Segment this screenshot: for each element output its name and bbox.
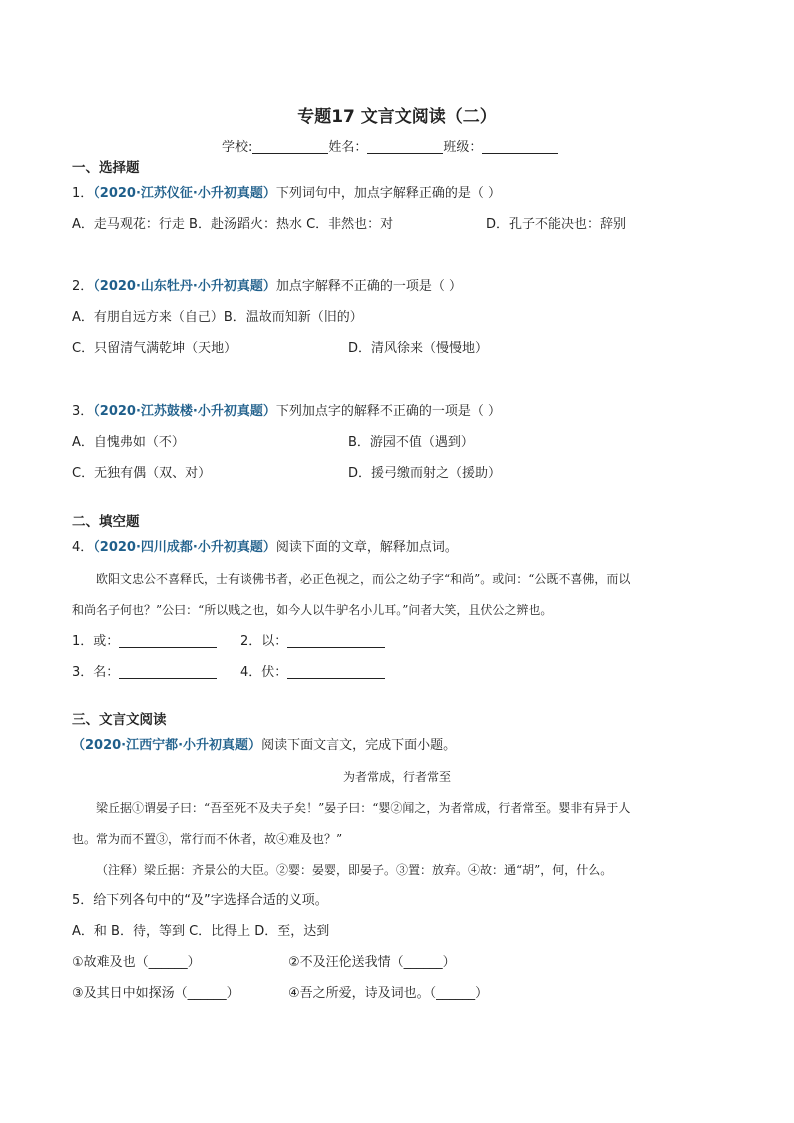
question-stem: 下列词句中，加点字解释正确的是（ ） [275,186,501,201]
sub-item: ③及其日中如探汤（______） [72,986,240,1001]
blank-item: 4．伏： [240,664,385,682]
name-field[interactable] [367,139,443,154]
passage-line: 梁丘据①谓晏子曰：“吾至死不及夫子矣！”晏子曰：“婴②闻之，为者常成，行者常至。婴非有异于人 [96,801,631,815]
section-heading: 三、文言文阅读 [72,712,167,728]
question-stem: 阅读下面文言文，完成下面小题。 [261,738,457,753]
blank-item: 1．或： [72,633,217,651]
option-c: C．无独有偶（双、对） [72,466,212,481]
sub-item: ④吾之所爱，诗及词也。（______） [288,986,489,1001]
question-number: 1． [72,186,94,201]
option-ab: A．有朋自远方来（自己）B．温故而知新（旧的） [72,310,363,325]
answer-field[interactable] [119,633,217,648]
option-d: D．清风徐来（慢慢地） [348,341,489,356]
passage-title: 为者常成，行者常至 [342,770,451,784]
passage-line: 也。常为而不置③，常行而不休者，故④难及也？” [72,832,343,846]
passage-note: （注释）梁丘据：齐景公的大臣。②婴：晏婴，即晏子。③置：放弃。④故：通“胡”，何，什么。 [96,863,613,877]
option-d: D．援弓缴而射之（援助） [348,466,502,481]
option-b: B．游园不值（遇到） [348,435,474,450]
question-source: （2020·江西宁都·小升初真题） [72,738,262,753]
passage-line: 和尚名子何也？”公曰：“所以贱之也，如今人以牛驴名小儿耳。”问者大笑，且伏公之辨也。 [72,603,553,617]
answer-field[interactable] [119,664,217,679]
answer-field[interactable] [287,633,385,648]
question-number: 4． [72,540,94,555]
question-4 [72,539,458,557]
section-heading: 二、填空题 [72,514,140,530]
option-a: A．自愧弗如（不） [72,435,185,450]
question-1 [72,185,501,203]
question-number: 3． [72,404,94,419]
option-c: C．只留清气满乾坤（天地） [72,341,238,356]
section-heading: 一、选择题 [72,160,140,176]
sub-item: ②不及汪伦送我情（______） [288,955,456,970]
class-field[interactable] [482,139,558,154]
option-d: D．孔子不能决也：辞别 [486,217,627,232]
blank-item: 3．名： [72,664,217,682]
info-line [222,139,558,157]
choice-line: A．和 B．待，等到 C．比得上 D．至，达到 [72,924,330,939]
question-number: 2． [72,279,94,294]
answer-field[interactable] [287,664,385,679]
option-line: A．走马观花：行走 B．赴汤蹈火：热水 C．非然也：对 [72,217,394,232]
question-source: （2020·江苏鼓楼·小升初真题） [93,404,276,419]
question-5 [72,892,328,910]
passage-line: 欧阳文忠公不喜释氏，士有谈佛书者，必正色视之，而公之幼子字“和尚”。或问：“公既不喜佛，而以 [96,572,631,586]
question-3 [72,403,501,421]
question-source: （2020·四川成都·小升初真题） [93,540,276,555]
name-label: 姓名： [328,140,368,155]
sub-item: ①故难及也（______） [72,955,201,970]
class-label: 班级： [443,140,483,155]
question-source: （2020·江苏仪征·小升初真题） [93,186,276,201]
question-2 [72,278,462,296]
question-source: （2020·山东牡丹·小升初真题） [93,279,276,294]
school-field[interactable] [252,139,328,154]
school-label: 学校: [222,140,253,155]
reading-intro [72,737,456,755]
blank-item: 2．以： [240,633,385,651]
question-stem: 阅读下面的文章，解释加点词。 [275,540,458,555]
question-stem: 给下列各句中的“及”字选择合适的义项。 [93,893,328,908]
page-title: 专题17 文言文阅读（二） [297,107,497,127]
question-stem: 下列加点字的解释不正确的一项是（ ） [275,404,501,419]
question-number: 5． [72,893,94,908]
question-stem: 加点字解释不正确的一项是（ ） [275,279,462,294]
